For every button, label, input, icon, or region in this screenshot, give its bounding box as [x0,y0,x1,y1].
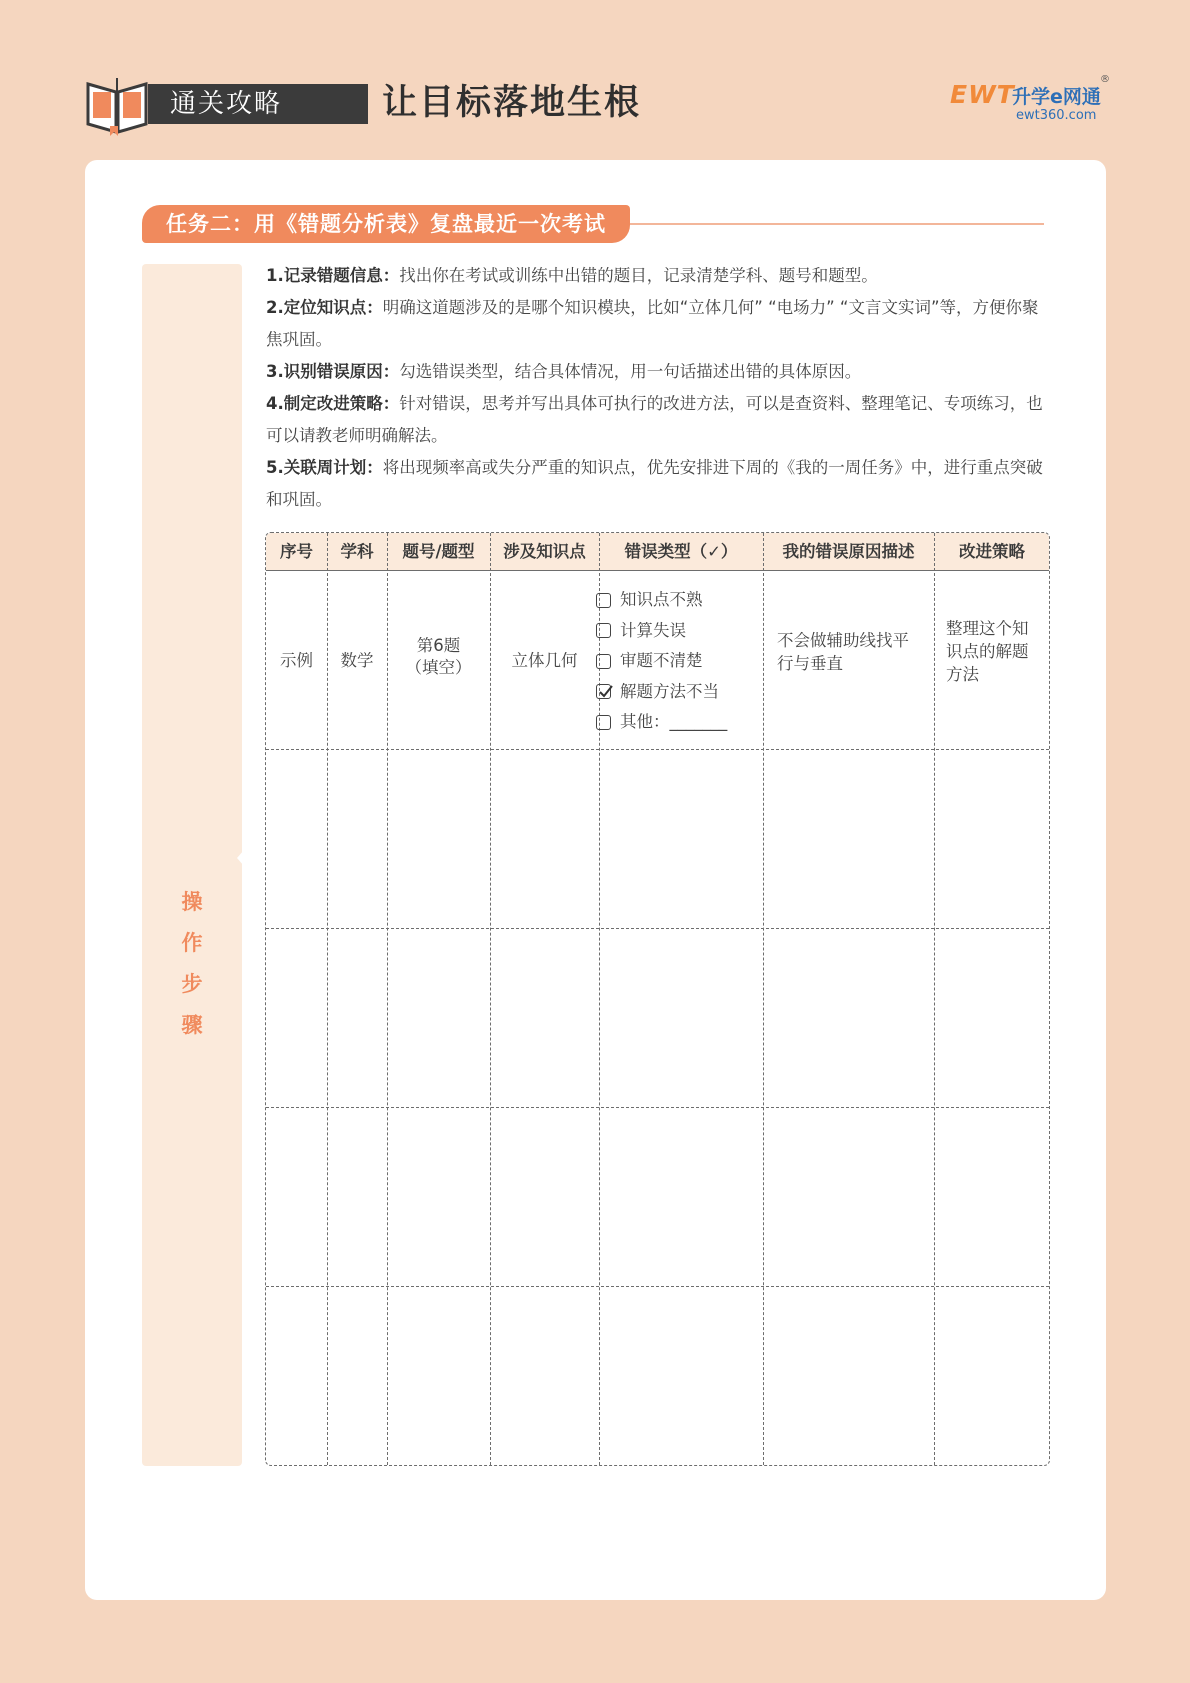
content-card [85,160,1106,1600]
side-label-char: 步 [181,972,203,996]
step-label: 2.定位知识点： [266,298,383,317]
side-strip [142,264,242,1466]
example-knowledge: 立体几何 [511,651,578,670]
page-title: 让目标落地生根 [382,83,642,123]
step-label: 4.制定改进策略： [266,394,400,413]
table-row-empty[interactable] [266,1287,1050,1465]
example-reason: 不会做辅助线找平行与垂直 [777,631,909,673]
step-text: 针对错误，思考并写出具体可执行的改进方法，可以是查资料、整理笔记、专项练习，也可以请教老师明确解法。 [266,394,1043,445]
table-row-empty[interactable] [266,750,1050,928]
step-label: 5.关联周计划： [266,458,383,477]
example-subject: 数学 [340,651,374,670]
table-row-empty[interactable] [266,929,1050,1107]
header-error-type: 错误类型（✓） [624,542,738,561]
step-label: 3.识别错误原因： [266,362,400,381]
registered-mark: ® [1100,74,1110,85]
checkbox-unchecked-icon[interactable] [596,654,611,669]
checkbox-unchecked-icon[interactable] [596,593,611,608]
step-item [266,452,1046,516]
side-notch [237,842,251,874]
checkbox-checked-icon[interactable] [596,684,611,699]
brand-name: 升学e网通 [1012,86,1101,108]
header-reason: 我的错误原因描述 [782,542,915,561]
brand-url: ewt360.com [1016,108,1097,123]
side-label-char: 操 [181,890,203,914]
brand-logo [950,74,1110,130]
step-label: 1.记录错题信息： [266,266,400,285]
error-type-option[interactable] [596,646,727,677]
step-item [266,292,1046,356]
side-label-char: 作 [181,931,203,955]
step-text: 明确这道题涉及的是哪个知识模块，比如“立体几何” “电场力” “文言文实词”等，方便你聚焦巩固。 [266,298,1039,349]
step-text: 找出你在考试或训练中出错的题目，记录清楚学科、题号和题型。 [399,266,878,285]
title-divider [630,223,1044,225]
step-item [266,356,1046,388]
header-question: 题号/题型 [402,542,475,561]
side-label-char: 骤 [181,1013,203,1037]
header-subject: 学科 [340,542,374,561]
example-question [387,635,490,679]
page-header [84,70,1110,140]
error-type-option[interactable] [596,616,727,647]
step-item [266,260,1046,292]
header-index: 序号 [280,542,313,561]
error-type-label: 其他：_______ [620,712,728,732]
step-text: 将出现频率高或失分严重的知识点，优先安排进下周的《我的一周任务》中，进行重点突破和巩固。 [266,458,1043,509]
error-type-label: 解题方法不当 [620,681,719,701]
error-type-option[interactable] [596,585,727,616]
step-text: 勾选错误类型，结合具体情况，用一句话描述出错的具体原因。 [399,362,862,381]
error-type-label: 计算失误 [620,620,686,640]
table-row-empty[interactable] [266,1108,1050,1286]
checkbox-unchecked-icon[interactable] [596,623,611,638]
side-label [142,882,242,1046]
header-knowledge: 涉及知识点 [503,542,586,561]
error-type-label: 审题不清楚 [620,651,703,671]
error-type-checklist [596,585,727,738]
example-index: 示例 [280,651,313,670]
task-title: 任务二：用《错题分析表》复盘最近一次考试 [142,205,630,243]
table-header-row [266,533,1049,571]
brand-ewt: EWT [950,80,1015,109]
example-question-type: （填空） [405,658,472,677]
example-strategy: 整理这个知识点的解题方法 [946,619,1029,684]
error-type-option[interactable] [596,677,727,708]
example-question-number: 第6题 [416,636,461,655]
header-badge: 通关攻略 [148,84,368,124]
steps-list [266,260,1046,516]
error-type-label: 知识点不熟 [620,590,703,610]
step-item [266,388,1046,452]
error-analysis-table [265,532,1050,1466]
error-type-option[interactable] [596,707,727,738]
header-strategy: 改进策略 [959,542,1025,561]
book-logo-icon [84,70,150,136]
checkbox-unchecked-icon[interactable] [596,715,611,730]
